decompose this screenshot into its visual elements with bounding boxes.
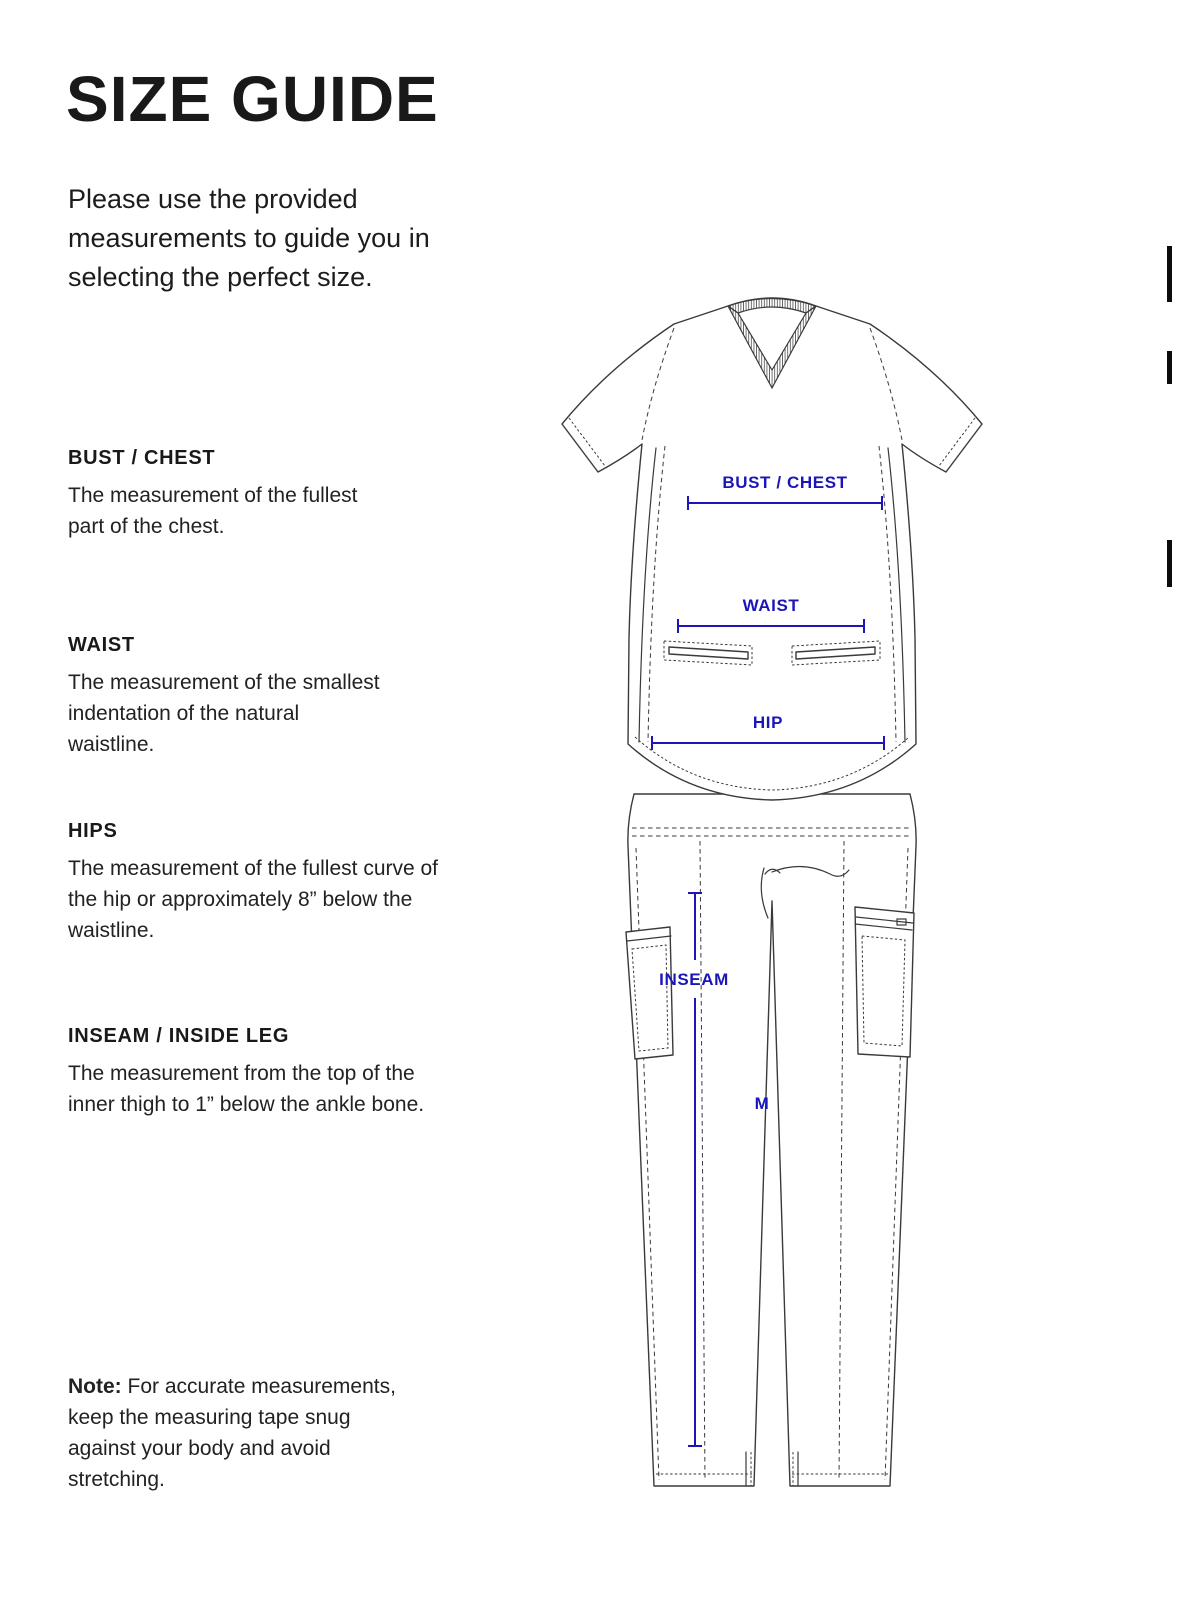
- page-title: SIZE GUIDE: [66, 63, 439, 135]
- size-m-label: M: [754, 1094, 770, 1113]
- note-text: For accurate measurements, keep the measuring tape snug against your body and avoid stretching.: [68, 1375, 396, 1491]
- note-label: Note:: [68, 1375, 122, 1398]
- edge-artifact: [1167, 540, 1172, 587]
- bust-measure-label: BUST / CHEST: [722, 473, 848, 492]
- inseam-description: The measurement from the top of the inner thigh to 1” below the ankle bone.: [68, 1062, 425, 1116]
- waist-description: The measurement of the smallest indentation of the natural waistline.: [68, 671, 380, 756]
- scrub-pants-drawing: [626, 794, 916, 1486]
- edge-artifact: [1167, 246, 1172, 302]
- edge-artifact: [1167, 351, 1172, 384]
- definition-hips: [68, 820, 453, 947]
- hip-measure-label: HIP: [752, 713, 784, 732]
- inseam-heading: INSEAM / INSIDE LEG: [68, 1025, 290, 1047]
- definition-waist: [68, 634, 383, 761]
- bust-chest-heading: BUST / CHEST: [68, 447, 216, 469]
- inseam-measure-label: INSEAM: [659, 970, 729, 989]
- measurement-note: [68, 1372, 416, 1495]
- intro-text: Please use the provided measurements to guide you in selecting the perfect size.: [68, 184, 430, 293]
- scrubs-technical-drawing: [542, 276, 1002, 1566]
- scrubs-measurement-diagram: [542, 276, 1002, 1566]
- waist-heading: WAIST: [68, 634, 135, 656]
- right-cargo-pocket: [855, 907, 914, 1057]
- hips-description: The measurement of the fullest curve of the hip or approximately 8” below the waistline.: [68, 857, 439, 942]
- definition-bust-chest: [68, 447, 358, 543]
- bust-chest-description: The measurement of the fullest part of the chest.: [68, 484, 358, 538]
- hips-heading: HIPS: [68, 820, 118, 842]
- waist-measure-label: WAIST: [742, 596, 800, 615]
- definition-inseam: [68, 1025, 430, 1121]
- left-cargo-pocket: [626, 927, 673, 1059]
